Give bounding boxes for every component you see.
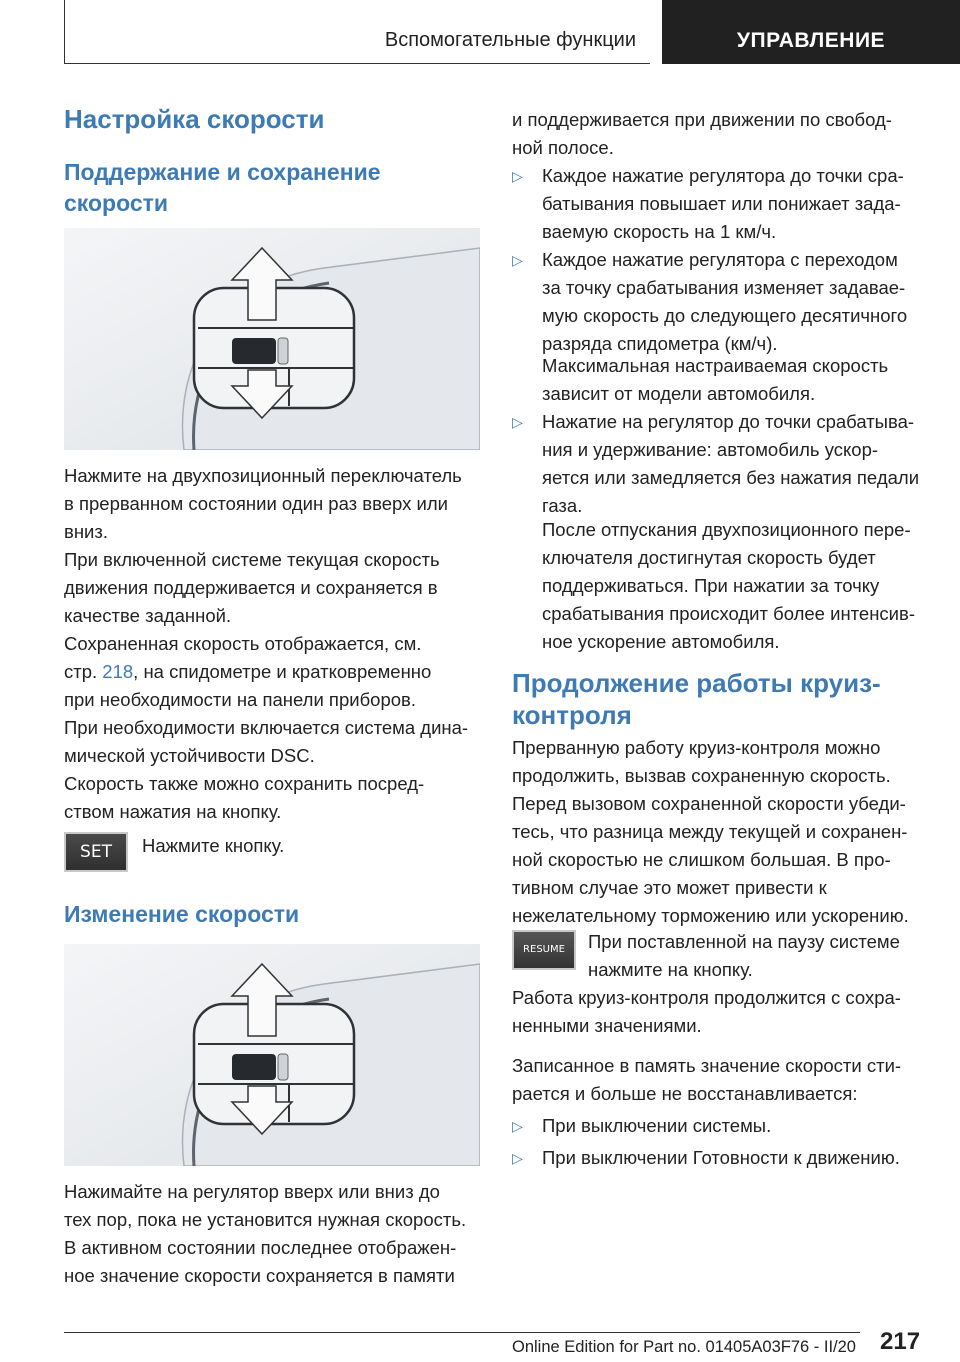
text-line: ваемую скорость на 1 км/ч. — [542, 221, 777, 242]
text-line: ния и удерживание: автомобиль ускор- — [542, 439, 879, 460]
text-line: вниз. — [64, 521, 109, 542]
text-line: тех пор, пока не установится нужная скорость. — [64, 1209, 467, 1230]
section-title-resume-line2: контроля — [512, 700, 632, 730]
text-line: тесь, что разница между текущей и сохранен- — [512, 821, 908, 842]
text-line: поддерживаться. При нажатии за точку — [542, 575, 880, 596]
text-line: и поддерживается при движении по свобод- — [512, 109, 892, 130]
text-line: разряда спидометра (км/ч). — [542, 333, 778, 354]
paragraph-continued — [512, 106, 892, 162]
text-line: ное ускорение автомобиля. — [542, 631, 780, 652]
text-line: нежелательному торможению или ускорению. — [512, 905, 909, 926]
steering-wheel-switch-image-2 — [64, 944, 480, 1166]
text-line: тивном случае это может привести к — [512, 877, 827, 898]
paragraph-active-state — [64, 1234, 456, 1290]
page-link-218[interactable]: 218 — [102, 661, 134, 682]
text-fragment: , на спидометре и кратковременно — [133, 661, 432, 682]
text-line: нажмите на кнопку. — [588, 959, 753, 980]
steering-wheel-switch-image-1 — [64, 228, 480, 450]
steering-wheel-illustration-2 — [64, 944, 480, 1166]
paragraph-saved-speed — [64, 630, 431, 714]
text-line: При включенной системе текущая скорость — [64, 549, 440, 570]
triangle-bullet-icon: ▷ — [512, 414, 523, 430]
text-line: Каждое нажатие регулятора до точки сра- — [542, 165, 904, 186]
text-line: яется или замедляется без нажатия педали — [542, 467, 920, 488]
paragraph-press-regulator — [64, 1178, 466, 1234]
paragraph-save-by-button — [64, 770, 424, 826]
text-line: срабатывания происходит более интенсив- — [542, 603, 915, 624]
header-section-title: Вспомогательные функции — [384, 29, 636, 51]
text-line — [64, 658, 431, 686]
text-line: за точку срабатывания изменяет задавае- — [542, 277, 906, 298]
triangle-bullet-icon: ▷ — [512, 1118, 523, 1134]
text-line: Нажатие на регулятор до точки срабатыва- — [542, 411, 915, 432]
text-line: После отпускания двухпозиционного пере- — [542, 519, 911, 540]
text-line: в прерванном состоянии один раз вверх или — [64, 493, 448, 514]
text-line: Нажмите на двухпозиционный переключатель — [64, 465, 462, 486]
paragraph-dsc — [64, 714, 468, 770]
text-line: ненными значениями. — [512, 1015, 702, 1036]
text-line: ное значение скорости сохраняется в памяти — [64, 1265, 455, 1286]
set-button-icon: SET — [64, 832, 128, 872]
text-line: Записанное в память значение скорости сти- — [512, 1055, 902, 1076]
set-button-instruction: Нажмите кнопку. — [142, 835, 285, 856]
bullet-note-release — [542, 516, 915, 656]
paragraph-toggle-switch — [64, 462, 462, 546]
text-fragment: стр. — [64, 661, 103, 682]
text-line: при необходимости на панели приборов. — [64, 689, 416, 710]
triangle-bullet-icon: ▷ — [512, 168, 523, 184]
text-line: мической устойчивости DSC. — [64, 745, 315, 766]
paragraph-resume-values — [512, 984, 901, 1040]
paragraph-resume-info — [512, 734, 891, 790]
paragraph-memory-cleared — [512, 1052, 901, 1108]
text-line: батывания повышает или понижает зада- — [542, 193, 901, 214]
section-title-resume-line1: Продолжение работы круиз- — [512, 668, 881, 698]
text-line: При выключении системы. — [542, 1115, 772, 1136]
text-line: движения поддерживается и сохраняется в — [64, 577, 438, 598]
text-line: ной полосе. — [512, 137, 614, 158]
triangle-bullet-icon: ▷ — [512, 252, 523, 268]
resume-button-icon: RESUME — [512, 930, 576, 970]
text-line: качестве заданной. — [64, 605, 232, 626]
bullet-note-max-speed — [542, 352, 888, 408]
subtitle-keep-speed-line1: Поддержание и сохранение — [64, 159, 381, 185]
text-line: Каждое нажатие регулятора с переходом — [542, 249, 898, 270]
text-line: ной скоростью не слишком большая. В про- — [512, 849, 891, 870]
bullet-item-decimal — [512, 246, 907, 358]
footer-edition: Online Edition for Part no. 01405A03F76 - II/20 — [512, 1338, 856, 1356]
text-line: ством нажатия на кнопку. — [64, 801, 282, 822]
text-line: В активном состоянии последнее отображен- — [64, 1237, 457, 1258]
header-chapter-tab[interactable]: УПРАВЛЕНИЕ — [662, 0, 960, 64]
steering-wheel-illustration-1 — [64, 228, 480, 450]
text-line: Работа круиз-контроля продолжится с сохра- — [512, 987, 901, 1008]
text-line: При необходимости включается система дина- — [64, 717, 469, 738]
text-line: Скорость также можно сохранить посред- — [64, 773, 425, 794]
text-line: Сохраненная скорость отображается, см. — [64, 633, 422, 654]
text-line: Перед вызовом сохраненной скорости убеди- — [512, 793, 906, 814]
text-line: ключателя достигнутая скорость будет — [542, 547, 876, 568]
text-line: рается и больше не восстанавливается: — [512, 1083, 858, 1104]
bullet-item-1kmh — [512, 162, 904, 246]
paragraph-system-on — [64, 546, 440, 630]
text-line: При выключении Готовности к движению. — [542, 1147, 900, 1168]
subtitle-keep-speed-line2: скорости — [64, 190, 169, 216]
text-line: Максимальная настраиваемая скорость — [542, 355, 889, 376]
resume-button-instruction — [588, 928, 900, 984]
page-number: 217 — [880, 1328, 921, 1355]
text-line: газа. — [542, 495, 583, 516]
bullet-item-ready-off — [512, 1144, 900, 1172]
bullet-item-system-off — [512, 1112, 771, 1140]
text-line: зависит от модели автомобиля. — [542, 383, 816, 404]
text-line: Прерванную работу круиз-контроля можно — [512, 737, 881, 758]
text-line: Нажимайте на регулятор вверх или вниз до — [64, 1181, 440, 1202]
triangle-bullet-icon: ▷ — [512, 1150, 523, 1166]
bullet-item-hold — [512, 408, 919, 520]
paragraph-resume-warning — [512, 790, 909, 930]
footer-rule — [64, 1332, 860, 1333]
text-line: продолжить, вызвав сохраненную скорость. — [512, 765, 891, 786]
subtitle-change-speed: Изменение скорости — [64, 901, 300, 927]
text-line: мую скорость до следующего десятичного — [542, 305, 908, 326]
page-title: Настройка скорости — [64, 104, 325, 134]
text-line: При поставленной на паузу системе — [588, 931, 900, 952]
